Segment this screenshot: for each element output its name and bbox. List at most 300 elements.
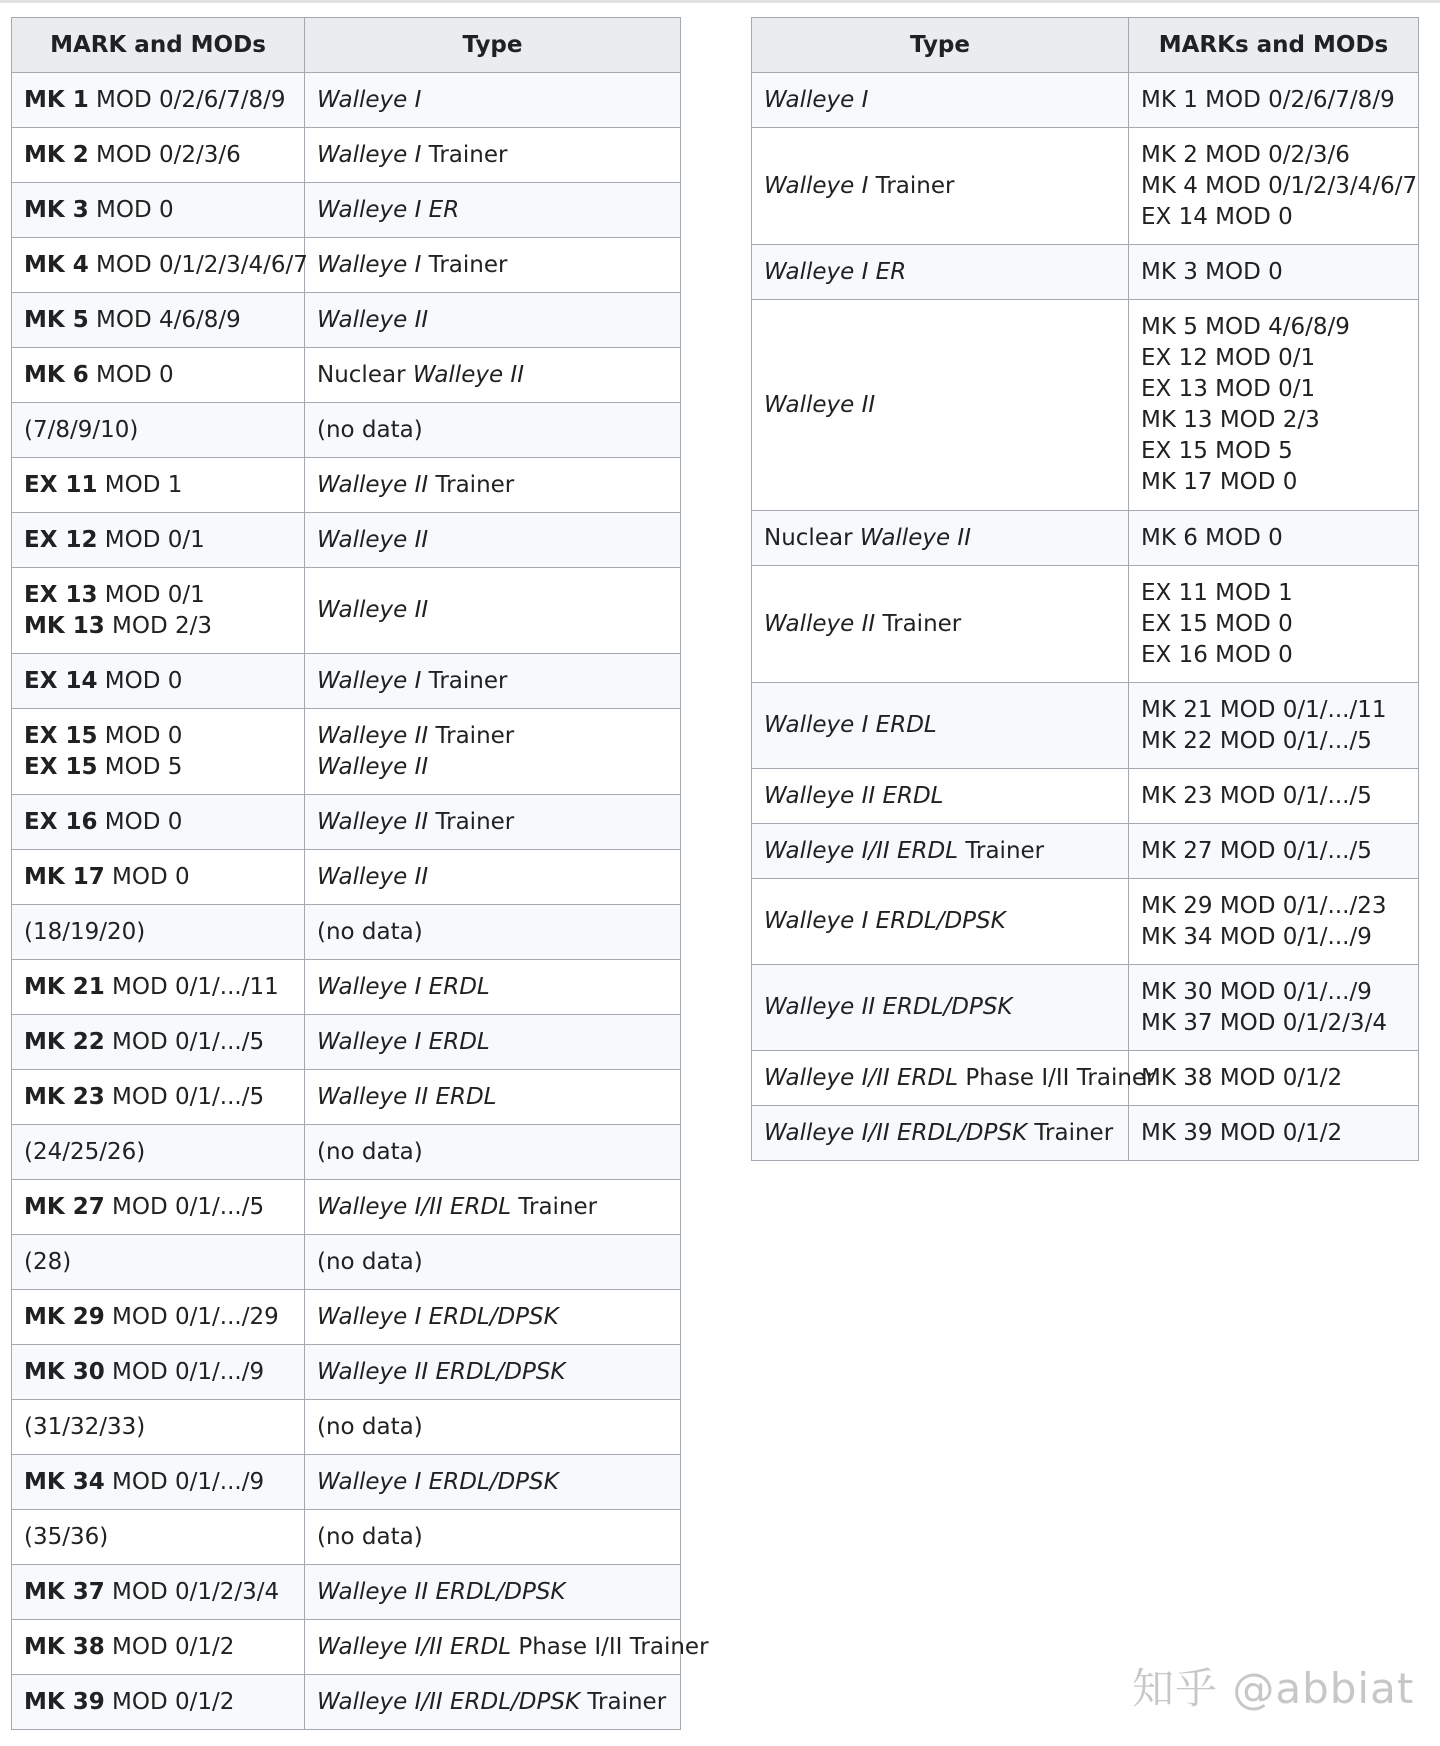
type-line	[317, 1082, 668, 1113]
type-cell	[305, 905, 681, 960]
type-line	[764, 85, 1116, 116]
table-row	[12, 458, 681, 513]
table-row	[12, 293, 681, 348]
marks-cell	[1129, 511, 1419, 566]
type-line	[317, 721, 668, 752]
mark-id: MK 27	[24, 1193, 105, 1220]
type-italic-text: Walleye I	[764, 86, 869, 113]
type-text: Trainer	[421, 251, 508, 278]
type-line	[317, 1632, 709, 1663]
mark-line	[24, 611, 292, 642]
mark-cell	[12, 795, 305, 850]
mark-line: MK 3 MOD 0	[1141, 258, 1283, 285]
mark-line: MK 37 MOD 0/1/2/3/4	[1141, 1009, 1387, 1036]
type-line	[317, 470, 668, 501]
type-cell	[305, 960, 681, 1015]
mark-line: MK 22 MOD 0/1/.../5	[1141, 727, 1372, 754]
mark-cell	[12, 403, 305, 458]
mod-text: MOD 0	[88, 196, 174, 223]
mark-line: MK 2 MOD 0/2/3/6	[1141, 141, 1350, 168]
type-cell	[305, 1235, 681, 1290]
table-row	[752, 769, 1419, 824]
mark-line: EX 15 MOD 0	[1141, 610, 1293, 637]
table-row	[12, 905, 681, 960]
type-italic-text: Walleye I/II ERDL	[764, 1064, 959, 1091]
mark-cell	[12, 1620, 305, 1675]
mark-line	[24, 1082, 292, 1113]
mark-cell	[12, 568, 305, 654]
table-row	[12, 1565, 681, 1620]
table-row	[12, 348, 681, 403]
mark-line: EX 14 MOD 0	[1141, 203, 1293, 230]
type-line	[764, 609, 1116, 640]
mark-line: MK 5 MOD 4/6/8/9	[1141, 314, 1350, 340]
mark-line: MK 13 MOD 2/3	[1141, 407, 1320, 433]
type-text: Trainer	[958, 837, 1045, 864]
mod-text: MOD 0/2/3/6	[88, 141, 241, 168]
table-row	[12, 1345, 681, 1400]
mod-text: MOD 0/1/.../9	[104, 1468, 265, 1495]
mark-id: MK 39	[24, 1688, 105, 1715]
mark-id: MK 4	[24, 251, 89, 278]
mark-id: MK 13	[24, 612, 105, 639]
type-line	[764, 836, 1116, 867]
mark-line	[24, 250, 308, 281]
mark-line: MK 21 MOD 0/1/.../11	[1141, 696, 1387, 723]
type-italic-text: Walleye I ERDL/DPSK	[317, 1468, 559, 1495]
type-italic-text: Walleye I ER	[317, 196, 460, 223]
type-italic-text: Walleye I/II ERDL	[317, 1633, 512, 1660]
mark-line: EX 11 MOD 1	[1141, 579, 1293, 606]
mark-line: MK 4 MOD 0/1/2/3/4/6/7	[1141, 172, 1418, 199]
type-line	[317, 862, 668, 893]
type-text: Nuclear	[317, 361, 413, 388]
type-cell	[305, 795, 681, 850]
mark-cell	[12, 1070, 305, 1125]
type-cell	[305, 850, 681, 905]
type-text: Phase I/II Trainer	[958, 1064, 1156, 1091]
type-italic-text: Walleye II	[317, 471, 429, 498]
table-row	[12, 1510, 681, 1565]
mark-line	[24, 85, 292, 116]
table-row	[12, 183, 681, 238]
mark-id: MK 34	[24, 1468, 105, 1495]
type-line	[764, 1063, 1156, 1094]
type-text: Trainer	[875, 610, 962, 637]
mod-text: MOD 0/1/.../5	[104, 1028, 265, 1055]
type-italic-text: Walleye I	[764, 172, 869, 199]
mod-text: (24/25/26)	[24, 1138, 146, 1165]
table-row	[12, 709, 681, 795]
type-cell	[305, 293, 681, 348]
type-italic-text: Walleye II ERDL/DPSK	[317, 1578, 566, 1605]
mark-cell	[12, 128, 305, 183]
mod-text: MOD 0/1/.../11	[104, 973, 279, 1000]
type-italic-text: Walleye II ERDL/DPSK	[317, 1358, 566, 1385]
mark-line	[24, 195, 292, 226]
table-row	[752, 300, 1419, 511]
type-italic-text: Walleye II	[859, 524, 971, 551]
type-line	[317, 1192, 668, 1223]
table-row	[12, 654, 681, 709]
mod-text: MOD 0/1	[97, 526, 205, 553]
watermark: 知乎 @abbiat	[1132, 1664, 1415, 1713]
type-text: Trainer	[421, 667, 508, 694]
mark-line	[24, 1137, 292, 1168]
mark-cell	[12, 709, 305, 795]
marks-cell	[1129, 245, 1419, 300]
mark-to-type-body	[12, 73, 709, 1730]
mark-line	[24, 721, 292, 752]
mark-id: EX 14	[24, 667, 98, 694]
table-row	[12, 1620, 681, 1675]
mark-id: EX 15	[24, 722, 98, 749]
mod-text: MOD 0/1/.../9	[104, 1358, 265, 1385]
mark-id: EX 16	[24, 808, 98, 835]
type-line	[317, 250, 668, 281]
mark-cell	[12, 458, 305, 513]
type-italic-text: Walleye I/II ERDL/DPSK	[317, 1688, 581, 1715]
type-italic-text: Walleye I	[317, 86, 422, 113]
type-italic-text: Walleye II	[317, 722, 429, 749]
table-row	[12, 1180, 681, 1235]
type-cell	[305, 1180, 681, 1235]
type-italic-text: Walleye II ERDL	[317, 1083, 497, 1110]
type-cell	[305, 73, 681, 128]
type-cell	[752, 879, 1129, 965]
mark-line	[24, 360, 292, 391]
type-text: Trainer	[428, 808, 515, 835]
type-line	[317, 1302, 668, 1333]
type-italic-text: Walleye I ERDL/DPSK	[764, 908, 1006, 934]
type-text: Trainer	[1027, 1119, 1114, 1146]
mod-text: MOD 1	[97, 471, 183, 498]
mark-line	[24, 1357, 292, 1388]
marks-cell	[1129, 879, 1419, 965]
type-text: Trainer	[511, 1193, 598, 1220]
mark-id: MK 29	[24, 1303, 105, 1330]
type-line	[317, 1247, 668, 1278]
mod-text: (7/8/9/10)	[24, 416, 139, 443]
type-italic-text: Walleye I	[317, 667, 422, 694]
mod-text: MOD 0/1/.../29	[104, 1303, 279, 1330]
marks-cell	[1129, 824, 1419, 879]
type-text: (no data)	[317, 1138, 423, 1165]
mark-line: EX 13 MOD 0/1	[1141, 376, 1316, 402]
type-italic-text: Walleye II ERDL/DPSK	[764, 994, 1013, 1020]
mark-to-type-table	[11, 17, 709, 1730]
marks-cell	[1129, 300, 1419, 511]
type-italic-text: Walleye I ERDL	[317, 1028, 490, 1055]
table-row	[12, 1235, 681, 1290]
mod-text: MOD 0/1/2/3/4/6/7	[88, 251, 308, 278]
mark-cell	[12, 1345, 305, 1400]
type-italic-text: Walleye II	[317, 597, 429, 623]
mark-line	[24, 1247, 292, 1278]
marks-cell	[1129, 128, 1419, 245]
top-divider	[0, 0, 1440, 3]
mark-line	[24, 415, 292, 446]
mark-line: EX 12 MOD 0/1	[1141, 345, 1316, 371]
type-line	[317, 666, 668, 697]
table-row	[752, 683, 1419, 769]
table-row	[12, 128, 681, 183]
table-row	[12, 1400, 681, 1455]
mark-line: MK 30 MOD 0/1/.../9	[1141, 978, 1372, 1005]
mark-line	[24, 1577, 292, 1608]
type-line	[317, 85, 668, 116]
type-italic-text: Walleye II	[317, 753, 429, 780]
mark-line	[24, 972, 292, 1003]
marks-cell	[1129, 73, 1419, 128]
type-text: Phase I/II Trainer	[511, 1633, 709, 1660]
type-italic-text: Walleye II	[764, 391, 876, 418]
type-cell	[752, 769, 1129, 824]
mark-id: MK 23	[24, 1083, 105, 1110]
mod-text: MOD 0/1/2	[104, 1688, 235, 1715]
mark-cell	[12, 1290, 305, 1345]
type-line	[317, 972, 668, 1003]
mark-id: MK 30	[24, 1358, 105, 1385]
mark-id: EX 12	[24, 526, 98, 553]
table-row	[752, 566, 1419, 683]
type-line	[764, 781, 1116, 812]
table-row	[12, 238, 681, 293]
type-italic-text: Walleye II	[317, 526, 429, 553]
type-line	[317, 1357, 668, 1388]
type-line	[317, 1412, 668, 1443]
mark-cell	[12, 850, 305, 905]
mod-text: MOD 0	[104, 863, 190, 890]
type-italic-text: Walleye I ER	[764, 258, 907, 285]
table-row	[12, 1675, 681, 1730]
type-cell	[305, 1070, 681, 1125]
type-to-marks-body	[752, 73, 1419, 1161]
type-cell	[305, 1510, 681, 1565]
mark-cell	[12, 238, 308, 293]
type-text: (no data)	[317, 1248, 423, 1275]
mark-line: MK 6 MOD 0	[1141, 524, 1283, 551]
table-row	[12, 795, 681, 850]
mark-cell	[12, 73, 305, 128]
marks-cell	[1129, 1051, 1419, 1106]
mod-text: MOD 0/1/.../5	[104, 1083, 265, 1110]
type-cell	[305, 348, 681, 403]
type-italic-text: Walleye II ERDL	[764, 782, 944, 809]
column-header-type: Type	[305, 18, 681, 73]
type-line	[764, 1118, 1116, 1149]
type-line	[317, 917, 668, 948]
mark-id: MK 5	[24, 306, 89, 333]
mark-line	[24, 1027, 292, 1058]
type-cell	[752, 73, 1129, 128]
mark-cell	[12, 1675, 305, 1730]
type-line	[764, 992, 1116, 1023]
mod-text: MOD 0/1/2	[104, 1633, 235, 1660]
table-row	[12, 513, 681, 568]
type-cell	[305, 1125, 681, 1180]
column-header-type: Type	[752, 18, 1129, 73]
type-text: (no data)	[317, 416, 423, 443]
type-line	[764, 257, 1116, 288]
mark-cell	[12, 654, 305, 709]
type-cell	[305, 709, 681, 795]
mark-line	[24, 1632, 292, 1663]
mark-cell	[12, 1180, 305, 1235]
type-italic-text: Walleye I	[317, 251, 422, 278]
mod-text: MOD 0	[97, 667, 183, 694]
mark-cell	[12, 1235, 305, 1290]
type-line	[317, 807, 668, 838]
table-row	[12, 960, 681, 1015]
mod-text: MOD 0	[97, 722, 183, 749]
type-italic-text: Walleye II	[412, 361, 524, 388]
type-italic-text: Walleye I/II ERDL	[764, 837, 959, 864]
mark-line	[24, 580, 292, 611]
mark-line	[24, 1687, 292, 1718]
mark-cell	[12, 905, 305, 960]
type-text: Trainer	[868, 172, 955, 199]
mod-text: MOD 4/6/8/9	[88, 306, 241, 333]
type-cell	[752, 300, 1129, 511]
marks-cell	[1129, 769, 1419, 824]
table-row	[752, 73, 1419, 128]
type-cell	[305, 238, 681, 293]
type-cell	[305, 1455, 681, 1510]
mod-text: (28)	[24, 1248, 72, 1275]
type-cell	[305, 1015, 681, 1070]
mark-line: MK 17 MOD 0	[1141, 469, 1298, 495]
type-cell	[305, 458, 681, 513]
type-cell	[305, 513, 681, 568]
type-italic-text: Walleye I/II ERDL/DPSK	[764, 1119, 1028, 1146]
mod-text: (18/19/20)	[24, 918, 146, 945]
type-cell	[305, 128, 681, 183]
table-row	[12, 1070, 681, 1125]
mark-id: EX 11	[24, 471, 98, 498]
mark-line	[24, 1412, 292, 1443]
marks-cell	[1129, 566, 1419, 683]
mark-line	[24, 305, 292, 336]
mark-id: EX 15	[24, 753, 98, 780]
marks-cell	[1129, 683, 1419, 769]
mark-line	[24, 1467, 292, 1498]
type-text: (no data)	[317, 1413, 423, 1440]
column-header-marks: MARKs and MODs	[1129, 18, 1419, 73]
type-text: (no data)	[317, 1523, 423, 1550]
mark-line: MK 1 MOD 0/2/6/7/8/9	[1141, 86, 1395, 113]
type-italic-text: Walleye I/II ERDL	[317, 1193, 512, 1220]
header-row	[12, 18, 681, 73]
mark-line	[24, 862, 292, 893]
marks-cell	[1129, 1106, 1419, 1161]
mark-cell	[12, 1015, 305, 1070]
mark-cell	[12, 1510, 305, 1565]
table-row	[12, 568, 681, 654]
mark-line	[24, 807, 292, 838]
table-row	[752, 965, 1419, 1051]
type-italic-text: Walleye II	[317, 863, 429, 890]
type-cell	[752, 824, 1129, 879]
table-row	[12, 403, 681, 458]
mod-text: (35/36)	[24, 1523, 109, 1550]
mark-line	[24, 525, 292, 556]
mark-cell	[12, 960, 305, 1015]
type-cell	[752, 511, 1129, 566]
table-row	[12, 1290, 681, 1345]
table-row	[12, 1015, 681, 1070]
mark-line	[24, 470, 292, 501]
table-row	[752, 511, 1419, 566]
mark-cell	[12, 348, 305, 403]
type-text: Trainer	[428, 471, 515, 498]
type-cell	[305, 183, 681, 238]
type-italic-text: Walleye I ERDL/DPSK	[317, 1303, 559, 1330]
type-cell	[305, 654, 681, 709]
mark-line: MK 29 MOD 0/1/.../23	[1141, 892, 1387, 919]
type-line	[317, 1137, 668, 1168]
mark-line	[24, 140, 292, 171]
table-row	[12, 73, 681, 128]
mark-line	[24, 1302, 292, 1333]
column-header-mark: MARK and MODs	[12, 18, 305, 73]
mod-text: MOD 0	[88, 361, 174, 388]
mark-line: MK 38 MOD 0/1/2	[1141, 1064, 1343, 1091]
table-row	[12, 850, 681, 905]
type-text: Trainer	[580, 1688, 667, 1715]
marks-cell	[1129, 965, 1419, 1051]
type-line	[317, 1027, 668, 1058]
type-line	[317, 305, 668, 336]
mod-text: MOD 0/1	[97, 581, 205, 608]
type-line	[317, 360, 668, 391]
mark-cell	[12, 513, 305, 568]
mark-cell	[12, 1125, 305, 1180]
mark-line	[24, 666, 292, 697]
mark-id: MK 17	[24, 863, 105, 890]
table-row	[752, 245, 1419, 300]
type-line	[317, 1522, 668, 1553]
table-row	[12, 1125, 681, 1180]
type-line	[764, 906, 1116, 937]
mark-line: MK 27 MOD 0/1/.../5	[1141, 837, 1372, 864]
mod-text: MOD 0	[97, 808, 183, 835]
type-line	[317, 1577, 668, 1608]
mark-line	[24, 752, 292, 783]
mark-line: EX 15 MOD 5	[1141, 438, 1293, 464]
mark-cell	[12, 1455, 305, 1510]
type-text: Nuclear	[764, 524, 860, 551]
mark-cell	[12, 183, 305, 238]
mark-line: MK 23 MOD 0/1/.../5	[1141, 782, 1372, 809]
type-cell	[305, 1565, 681, 1620]
type-italic-text: Walleye I ERDL	[317, 973, 490, 1000]
type-italic-text: Walleye I	[317, 141, 422, 168]
type-cell	[752, 965, 1129, 1051]
mark-line	[24, 1522, 292, 1553]
type-cell	[305, 1400, 681, 1455]
mark-line: MK 39 MOD 0/1/2	[1141, 1119, 1343, 1146]
mod-text: (31/32/33)	[24, 1413, 146, 1440]
type-cell	[752, 1106, 1129, 1161]
mod-text: MOD 5	[97, 753, 183, 780]
type-cell	[305, 1620, 709, 1675]
header-row	[752, 18, 1419, 73]
mark-line	[24, 917, 292, 948]
type-italic-text: Walleye II	[764, 610, 876, 637]
table-row	[752, 824, 1419, 879]
mark-id: MK 38	[24, 1633, 105, 1660]
